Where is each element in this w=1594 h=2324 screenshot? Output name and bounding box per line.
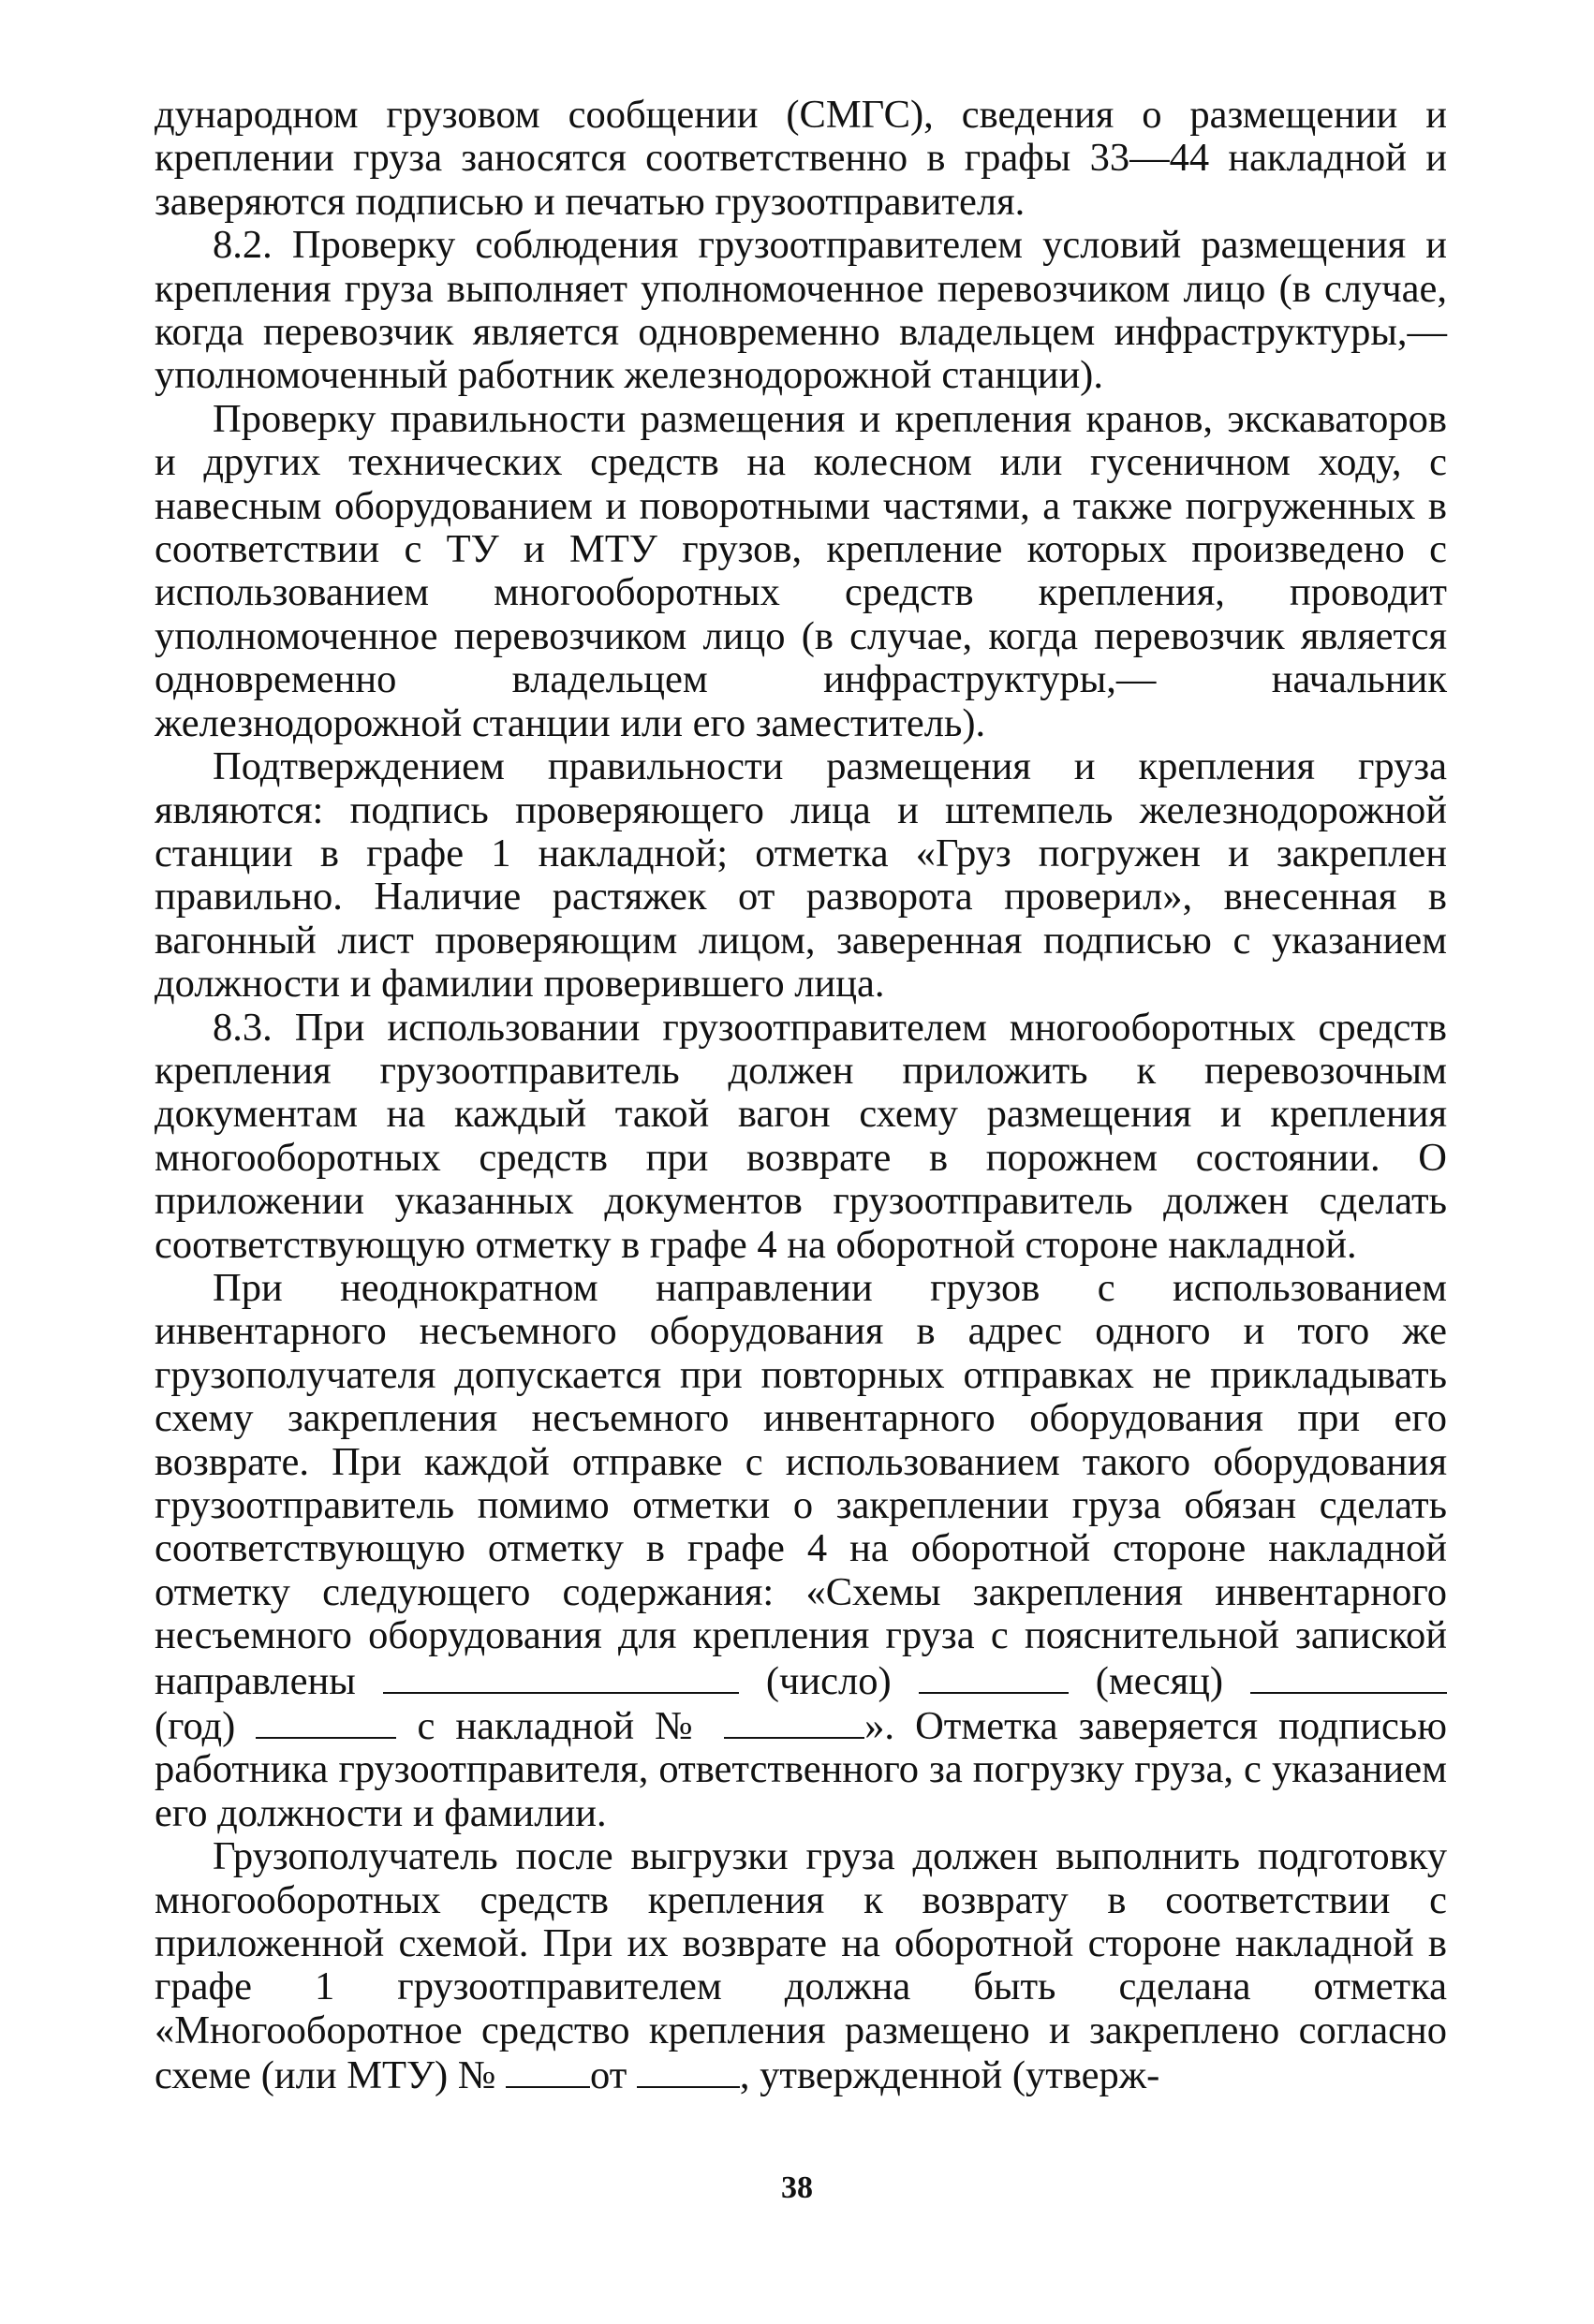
text-segment: , утвержденной (утверж- [739,2053,1160,2098]
blank-line [724,1703,864,1739]
blank-line [256,1703,396,1739]
page-number: 38 [781,2170,813,2205]
paragraph-consignee [155,1835,1447,2097]
blank-line [1250,1658,1447,1694]
blank-line [637,2052,740,2088]
label-year: (год) [155,1704,236,1749]
text-segment: При неоднократном направлении грузов с использованием инвентарного несъемного оборудования в адрес одного и того же грузополучателя допускается при повторных отправках не прикладывать схему закрепления несъемного инвентарного оборудования при его возврате. При каждой отправке с использованием такого оборудования грузоотправитель помимо отметки о закреплении груза обязан сделать соответствующую отметку в графе 4 на оборотной стороне накладной отметку следующего содержания: «Схемы закрепления инвентарного несъемного оборудования для крепления груза с пояснительной запиской направлены [155,1265,1447,1703]
paragraph-8-3: 8.3. При использовании грузоотправителем многооборотных средств крепления грузоотправитель должен приложить к перевозочным документам на каждый такой вагон схему размещения и крепления многооборотных средств при возврате в порожнем состоянии. О приложении указанных документов грузоотправитель должен сделать соответствующую отметку в графе 4 на оборотной стороне накладной. [155,1005,1447,1267]
paragraph-cranes-check: Проверку правильности размещения и крепления кранов, экскаваторов и других технических средств на колесном или гусеничном ходу, с навесным оборудованием и поворотными частями, а также погруженных в соответствии с ТУ и МТУ грузов, крепление которых произведено с использованием многооборотных средств крепления, проводит уполномоченное перевозчиком лицо (в случае, когда перевозчик является одновременно владельцем инфраструктуры,— начальник железнодорожной станции или его заместитель). [155,396,1447,745]
blank-line [919,1658,1069,1694]
document-body [155,94,1447,2098]
paragraph-repeated-shipments [155,1267,1447,1835]
label-from: от [590,2053,627,2098]
blank-line [383,1658,739,1694]
paragraph-8-2: 8.2. Проверку соблюдения грузоотправителем условий размещения и крепления груза выполняет уполномоченное перевозчиком лицо (в случае, когда перевозчик является одновременно владельцем инфраструктуры,— уполномоченный работник железнодорожной станции). [155,223,1447,398]
paragraph-confirmation: Подтверждением правильности размещения и крепления груза являются: подпись проверяющего лица и штемпель железнодорожной станции в графе 1 накладной; отметка «Груз погружен и закреплен правильно. Наличие растяжек от разворота проверил», внесенная в вагонный лист проверяющим лицом, заверенная подписью с указанием должности и фамилии проверившего лица. [155,744,1447,1007]
blank-line [506,2052,590,2088]
label-day: (число) [765,1658,892,1703]
text-segment: ». Отметка заверяется подписью работника грузоотправителя, ответственного за погрузку груза, с указанием его должности и фамилии. [155,1704,1448,1835]
label-month: (месяц) [1095,1658,1224,1703]
paragraph-continuation: дународном грузовом сообщении (СМГС), сведения о размещении и креплении груза заносятся соответственно в графы 33—44 накладной и заверяются подписью и печатью грузоотправителя. [155,93,1447,224]
label-invoice-number: с накладной № [417,1704,704,1749]
text-segment: Грузополучатель после выгрузки груза должен выполнить подготовку многооборотных средств крепления к возврату в соответствии с приложенной схемой. При их возврате на оборотной стороне накладной в графе 1 грузоотправителем должна быть сделана отметка «Многооборотное средство крепления размещено и закреплено согласно схеме (или МТУ) № [155,1834,1447,2098]
